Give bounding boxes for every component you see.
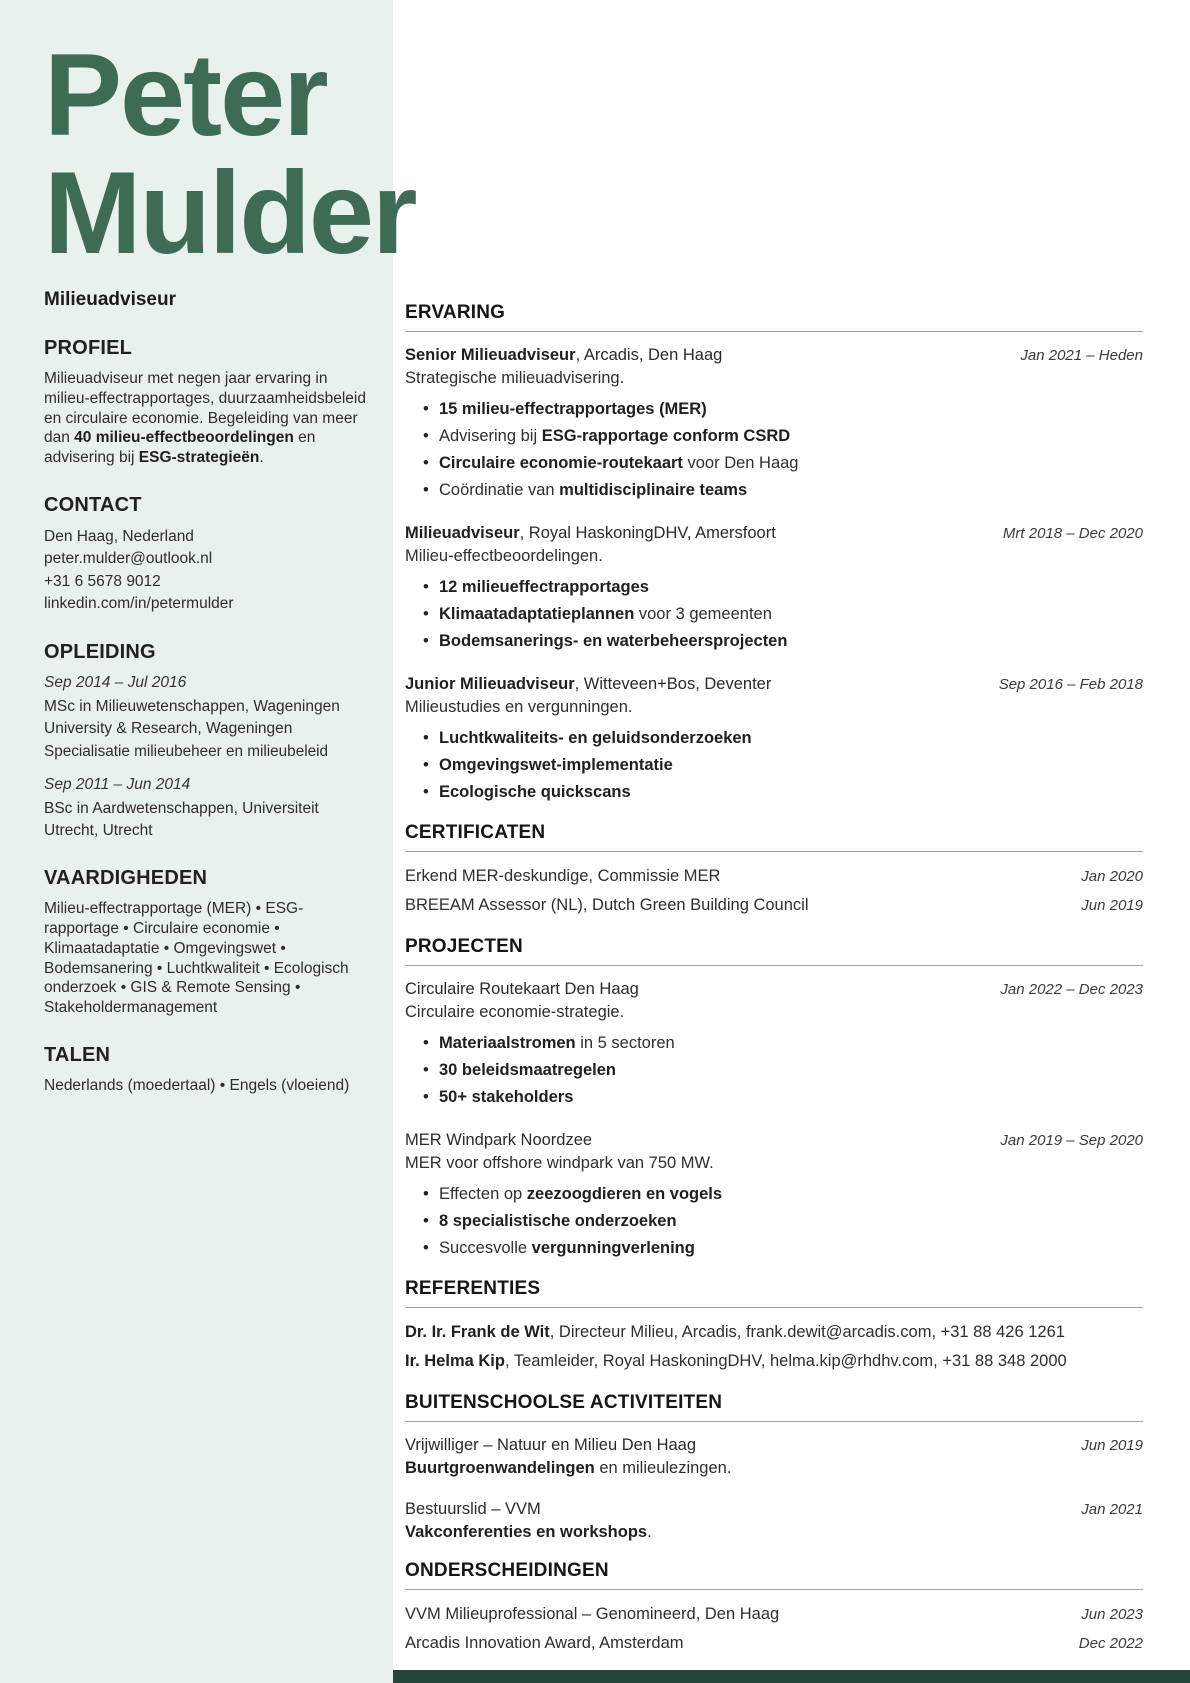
contact-location: Den Haag, Nederland bbox=[44, 527, 194, 545]
contact-phone: +31 6 5678 9012 bbox=[44, 572, 161, 590]
project-date: Jan 2019 – Sep 2020 bbox=[1000, 1132, 1143, 1149]
reference-line: Ir. Helma Kip, Teamleider, Royal HaskoningDHV, helma.kip@rhdhv.com, +31 88 348 2000 bbox=[405, 1352, 1067, 1370]
entry-subtitle: Milieustudies en vergunningen. bbox=[405, 698, 633, 716]
talen-text: Nederlands (moedertaal) • Engels (vloeiend) bbox=[44, 1076, 350, 1094]
bullet-item: • Succesvolle vergunningverlening bbox=[439, 1235, 1143, 1262]
entry-head bbox=[405, 978, 1143, 1001]
footer-bar bbox=[393, 1670, 1190, 1683]
certificaten-heading: CERTIFICATEN bbox=[405, 822, 1143, 852]
reference-rows bbox=[405, 1318, 1143, 1376]
sidebar bbox=[0, 0, 416, 1683]
education-degree: MSc in Milieuwetenschappen, Wageningen University & Research, Wageningen bbox=[44, 698, 340, 737]
section-opleiding bbox=[44, 641, 367, 841]
award-date: Jun 2023 bbox=[1081, 1606, 1143, 1623]
section-profiel bbox=[44, 337, 367, 468]
vaardigheden-text: Milieu-effectrapportage (MER) • ESG-rapportage • Circulaire economie • Klimaatadaptatie • Omgevingswet • Bodemsanering • Luchtkwaliteit • Ecologisch onderzoek • GIS & Remote Sensing • Stakeholdermanagement bbox=[44, 900, 349, 1017]
contact-email: peter.mulder@outlook.nl bbox=[44, 550, 213, 568]
certificate-row bbox=[405, 862, 1143, 891]
entry-subtitle: Strategische milieuadvisering. bbox=[405, 369, 625, 387]
award-rows bbox=[405, 1600, 1143, 1658]
talen-heading: TALEN bbox=[44, 1043, 111, 1066]
project-entry bbox=[405, 978, 1143, 1111]
bullet-item: • Effecten op zeezoogdieren en vogels bbox=[439, 1181, 1143, 1208]
entry-bullets bbox=[405, 725, 1143, 806]
entry-date: Mrt 2018 – Dec 2020 bbox=[1002, 525, 1143, 542]
education-item bbox=[44, 673, 367, 762]
certificate-row bbox=[405, 891, 1143, 920]
certificate-text: Erkend MER-deskundige, Commissie MER bbox=[405, 867, 721, 885]
last-name: Mulder bbox=[44, 147, 416, 278]
education-item bbox=[44, 775, 367, 841]
opleiding-heading: OPLEIDING bbox=[44, 641, 156, 664]
certificate-text: BREEAM Assessor (NL), Dutch Green Building Council bbox=[405, 896, 809, 914]
activity-entry bbox=[405, 1498, 1143, 1544]
bullet-item: • Bodemsanerings- en waterbeheersprojecten bbox=[439, 628, 1143, 655]
section-projecten bbox=[405, 936, 1143, 1262]
section-referenties bbox=[405, 1278, 1143, 1376]
entry-bullets bbox=[405, 396, 1143, 504]
bullet-item: • 12 milieueffectrapportages bbox=[439, 574, 1143, 601]
entry-date: Sep 2016 – Feb 2018 bbox=[998, 676, 1143, 693]
activity-date: Jan 2021 bbox=[1081, 1501, 1143, 1518]
bullet-item: • Advisering bij ESG-rapportage conform CSRD bbox=[439, 423, 1143, 450]
experience-entry bbox=[405, 673, 1143, 806]
experience-entry bbox=[405, 344, 1143, 504]
activity-entry bbox=[405, 1434, 1143, 1480]
bullet-item: • Coördinatie van multidisciplinaire teams bbox=[439, 477, 1143, 504]
entry-head bbox=[405, 1129, 1143, 1152]
first-name: Peter bbox=[44, 29, 327, 160]
activiteiten-heading: BUITENSCHOOLSE ACTIVITEITEN bbox=[405, 1392, 1143, 1422]
main-column bbox=[393, 0, 1190, 1683]
bullet-item: • Ecologische quickscans bbox=[439, 779, 1143, 806]
project-date: Jan 2022 – Dec 2023 bbox=[1000, 981, 1143, 998]
award-text: VVM Milieuprofessional – Genomineerd, Den Haag bbox=[405, 1605, 780, 1623]
entry-date: Jan 2021 – Heden bbox=[1020, 347, 1143, 364]
section-activiteiten bbox=[405, 1392, 1143, 1544]
onderscheidingen-heading: ONDERSCHEIDINGEN bbox=[405, 1560, 1143, 1590]
award-text: Arcadis Innovation Award, Amsterdam bbox=[405, 1634, 684, 1652]
entry-title: Milieuadviseur, Royal HaskoningDHV, Amersfoort bbox=[405, 524, 776, 542]
activity-description: Buurtgroenwandelingen en milieulezingen. bbox=[405, 1459, 732, 1477]
bullet-item: • 15 milieu-effectrapportages (MER) bbox=[439, 396, 1143, 423]
project-title: MER Windpark Noordzee bbox=[405, 1131, 593, 1149]
project-title: Circulaire Routekaart Den Haag bbox=[405, 980, 639, 998]
entry-head bbox=[405, 344, 1143, 367]
award-row bbox=[405, 1629, 1143, 1658]
entry-head bbox=[405, 1434, 1143, 1457]
activity-title: Vrijwilliger – Natuur en Milieu Den Haag bbox=[405, 1436, 697, 1454]
reference-line: Dr. Ir. Frank de Wit, Directeur Milieu, Arcadis, frank.dewit@arcadis.com, +31 88 426 1261 bbox=[405, 1323, 1065, 1341]
certificate-date: Jan 2020 bbox=[1081, 868, 1143, 885]
section-vaardigheden bbox=[44, 867, 367, 1018]
bullet-item: • 30 beleidsmaatregelen bbox=[439, 1057, 1143, 1084]
person-job-title: Milieuadviseur bbox=[44, 289, 176, 310]
entry-head bbox=[405, 1498, 1143, 1521]
certificate-date: Jun 2019 bbox=[1081, 897, 1143, 914]
section-onderscheidingen bbox=[405, 1560, 1143, 1658]
profiel-text: Milieuadviseur met negen jaar ervaring in milieu-effectrapportages, duurzaamheidsbeleid en circulaire economie. Begeleiding van meer dan 40 milieu-effectbeoordelingen en advisering bij ESG-strategieën. bbox=[44, 370, 366, 467]
award-date: Dec 2022 bbox=[1078, 1635, 1143, 1652]
experience-entry bbox=[405, 522, 1143, 655]
profiel-heading: PROFIEL bbox=[44, 337, 133, 359]
projecten-heading: PROJECTEN bbox=[405, 936, 1143, 966]
person-name bbox=[44, 29, 416, 278]
entry-title: Senior Milieuadviseur, Arcadis, Den Haag bbox=[405, 346, 723, 364]
activity-title: Bestuurslid – VVM bbox=[405, 1500, 541, 1518]
entry-bullets bbox=[405, 1030, 1143, 1111]
activity-description: Vakconferenties en workshops. bbox=[405, 1523, 652, 1541]
section-talen bbox=[44, 1044, 367, 1096]
entry-subtitle: Milieu-effectbeoordelingen. bbox=[405, 547, 603, 565]
section-certificaten bbox=[405, 822, 1143, 920]
bullet-item: • 50+ stakeholders bbox=[439, 1084, 1143, 1111]
referenties-heading: REFERENTIES bbox=[405, 1278, 1143, 1308]
entry-bullets bbox=[405, 1181, 1143, 1262]
bullet-item: • Luchtkwaliteits- en geluidsonderzoeken bbox=[439, 725, 1143, 752]
entry-head bbox=[405, 673, 1143, 696]
entry-head bbox=[405, 522, 1143, 545]
activity-date: Jun 2019 bbox=[1081, 1437, 1143, 1454]
contact-linkedin: linkedin.com/in/petermulder bbox=[44, 594, 234, 612]
section-contact bbox=[44, 494, 367, 615]
entry-title: Junior Milieuadviseur, Witteveen+Bos, Deventer bbox=[405, 675, 772, 693]
bullet-item: • 8 specialistische onderzoeken bbox=[439, 1208, 1143, 1235]
award-row bbox=[405, 1600, 1143, 1629]
project-subtitle: MER voor offshore windpark van 750 MW. bbox=[405, 1154, 714, 1172]
project-entry bbox=[405, 1129, 1143, 1262]
vaardigheden-heading: VAARDIGHEDEN bbox=[44, 867, 208, 890]
bullet-item: • Omgevingswet-implementatie bbox=[439, 752, 1143, 779]
contact-heading: CONTACT bbox=[44, 493, 142, 516]
certificate-rows bbox=[405, 862, 1143, 920]
ervaring-heading: ERVARING bbox=[405, 302, 1143, 332]
project-subtitle: Circulaire economie-strategie. bbox=[405, 1003, 625, 1021]
education-date: Sep 2014 – Jul 2016 bbox=[44, 674, 187, 692]
bullet-item: • Klimaatadaptatieplannen voor 3 gemeenten bbox=[439, 601, 1143, 628]
education-degree: BSc in Aardwetenschappen, Universiteit Utrecht, Utrecht bbox=[44, 800, 319, 839]
education-date: Sep 2011 – Jun 2014 bbox=[44, 776, 191, 794]
bullet-item: • Materiaalstromen in 5 sectoren bbox=[439, 1030, 1143, 1057]
section-ervaring bbox=[405, 302, 1143, 806]
education-note: Specialisatie milieubeheer en milieubeleid bbox=[44, 743, 329, 761]
bullet-item: • Circulaire economie-routekaart voor Den Haag bbox=[439, 450, 1143, 477]
entry-bullets bbox=[405, 574, 1143, 655]
